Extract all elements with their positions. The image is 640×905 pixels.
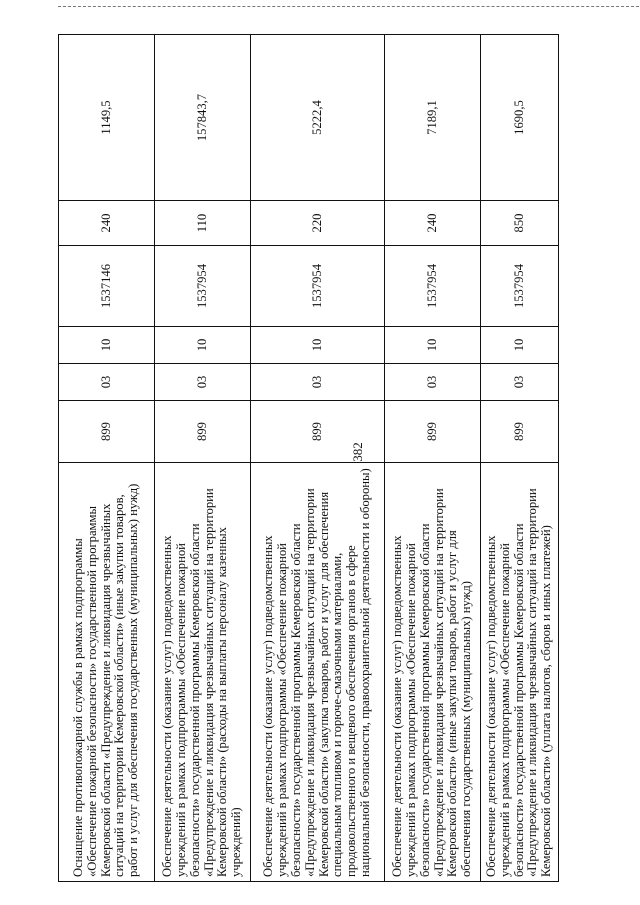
row-ministry-code: 899 — [251, 401, 385, 463]
row-expense-type: 850 — [481, 201, 559, 246]
row-target-article: 1537954 — [385, 246, 481, 327]
row-subsection-code: 10 — [385, 327, 481, 364]
row-target-article: 1537146 — [59, 246, 155, 327]
row-description: Обеспечение деятельности (оказание услуг) подведомственных учреждений в рамках подпрограммы «Обеспечение пожарной безопасности» государственной программы Кемеровской области «Предупреждение и ликвидация чрезвычайных ситуаций на территории Кемеровской области» (закупка товаров, работ и услуг для обеспечения специальным топливом и горюче-смазочными материалами, продовольственного и вещевого обеспечения органов в сфере национальной безопасности, правоохранительной деятельности и обороны) — [251, 463, 385, 882]
row-target-article: 1537954 — [251, 246, 385, 327]
row-section-code: 03 — [385, 364, 481, 401]
row-subsection-code: 10 — [481, 327, 559, 364]
row-subsection-code: 10 — [155, 327, 251, 364]
budget-table — [58, 34, 559, 882]
row-expense-type: 240 — [385, 201, 481, 246]
row-subsection-code: 10 — [251, 327, 385, 364]
row-section-code: 03 — [481, 364, 559, 401]
row-ministry-code: 899 — [481, 401, 559, 463]
table-row — [385, 35, 481, 882]
row-description: Обеспечение деятельности (оказание услуг) подведомственных учреждений в рамках подпрограммы «Обеспечение пожарной безопасности» государственной программы Кемеровской области «Предупреждение и ликвидация чрезвычайных ситуаций на территории Кемеровской области» (расходы на выплаты персоналу казенных учреждений) — [155, 463, 251, 882]
rotated-document — [58, 35, 640, 882]
row-section-code: 03 — [251, 364, 385, 401]
row-subsection-code: 10 — [59, 327, 155, 364]
row-target-article: 1537954 — [481, 246, 559, 327]
row-amount: 1690,5 — [481, 35, 559, 201]
row-section-code: 03 — [59, 364, 155, 401]
page-number: 382 — [350, 442, 365, 462]
row-section-code: 03 — [155, 364, 251, 401]
scan-top-rule — [58, 6, 640, 7]
row-amount: 7189,1 — [385, 35, 481, 201]
row-target-article: 1537954 — [155, 246, 251, 327]
row-amount: 1149,5 — [59, 35, 155, 201]
row-expense-type: 220 — [251, 201, 385, 246]
row-description: Оснащение противопожарной службы в рамках подпрограммы «Обеспечение пожарной безопасности» государственной программы Кемеровской области «Предупреждение и ликвидация чрезвычайных ситуаций на территории Кемеровской области» (иные закупки товаров, работ и услуг для обеспечения государственных (муниципальных) нужд) — [59, 463, 155, 882]
table-row — [155, 35, 251, 882]
row-amount: 5222,4 — [251, 35, 385, 201]
row-description: Обеспечение деятельности (оказание услуг) подведомственных учреждений в рамках подпрограммы «Обеспечение пожарной безопасности» государственной программы Кемеровской области «Предупреждение и ликвидация чрезвычайных ситуаций на территории Кемеровской области» (иные закупки товаров, работ и услуг для обеспечения государственных (муниципальных) нужд) — [385, 463, 481, 882]
row-expense-type: 110 — [155, 201, 251, 246]
row-ministry-code: 899 — [385, 401, 481, 463]
row-amount: 157843,7 — [155, 35, 251, 201]
row-expense-type: 240 — [59, 201, 155, 246]
row-ministry-code: 899 — [155, 401, 251, 463]
row-description: Обеспечение деятельности (оказание услуг) подведомственных учреждений в рамках подпрограммы «Обеспечение пожарной безопасности» государственной программы Кемеровской области «Предупреждение и ликвидация чрезвычайных ситуаций на территории Кемеровской области» (уплата налогов, сборов и иных платежей) — [481, 463, 559, 882]
table-row — [481, 35, 559, 882]
table-row — [59, 35, 155, 882]
row-ministry-code: 899 — [59, 401, 155, 463]
table-row — [251, 35, 385, 882]
